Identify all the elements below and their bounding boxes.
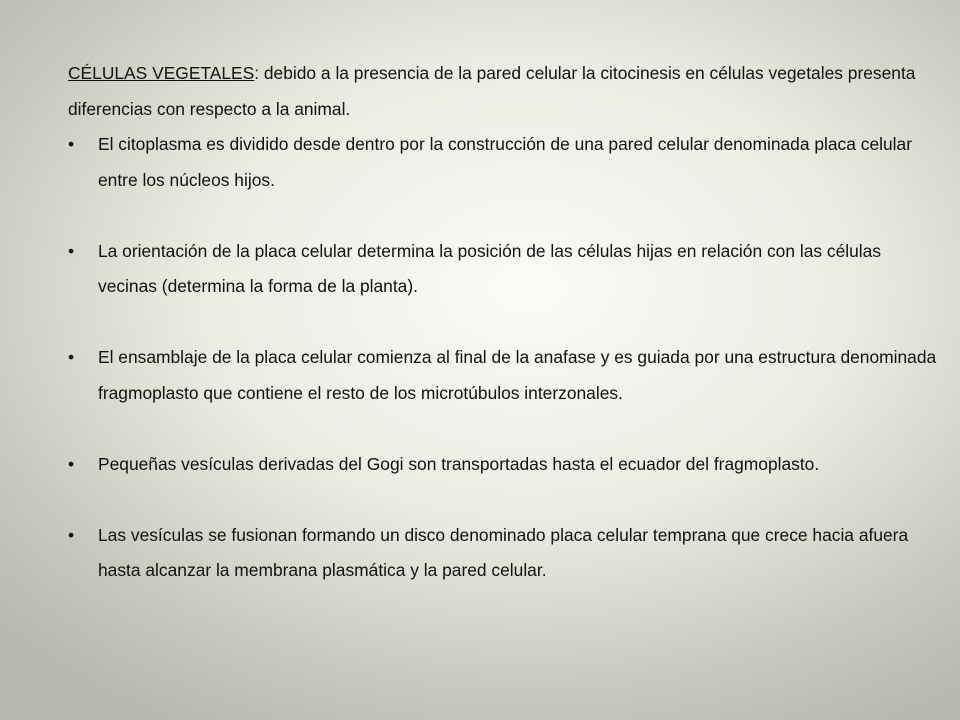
bullet-item bbox=[68, 447, 938, 483]
bullet-item bbox=[68, 518, 938, 589]
bullet-marker: • bbox=[68, 134, 75, 154]
bullet-marker: • bbox=[68, 524, 75, 545]
bullet-marker: • bbox=[68, 240, 75, 261]
bullet-text: Las vesículas se fusionan formando un disco denominado placa celular temprana que crece hacia afuera hasta alcanzar la membrana plasmática y la pared celular. bbox=[98, 524, 909, 580]
bullet-item bbox=[68, 127, 938, 198]
bullet-text: La orientación de la placa celular determina la posición de las células hijas en relación con las células vecinas (determina la forma de la planta). bbox=[98, 240, 882, 296]
slide-content bbox=[68, 56, 938, 624]
bullet-item bbox=[68, 340, 938, 411]
bullet-list bbox=[68, 127, 938, 589]
intro-text: : debido a la presencia de la pared celular la citocinesis en células vegetales presenta diferencias con respecto a la animal. bbox=[68, 63, 916, 119]
bullet-item bbox=[68, 234, 938, 305]
bullet-marker: • bbox=[68, 347, 75, 367]
intro-paragraph bbox=[68, 56, 938, 127]
bullet-text: Pequeñas vesículas derivadas del Gogi son transportadas hasta el ecuador del fragmoplasto. bbox=[98, 453, 820, 474]
bullet-text: El citoplasma es dividido desde dentro por la construcción de una pared celular denominada placa celular entre los núcleos hijos. bbox=[98, 134, 912, 190]
section-heading: CÉLULAS VEGETALES bbox=[68, 63, 255, 83]
bullet-text: El ensamblaje de la placa celular comienza al final de la anafase y es guiada por una estructura denominada fragmoplasto que contiene el resto de los microtúbulos interzonales. bbox=[98, 347, 937, 403]
bullet-marker: • bbox=[68, 453, 75, 474]
